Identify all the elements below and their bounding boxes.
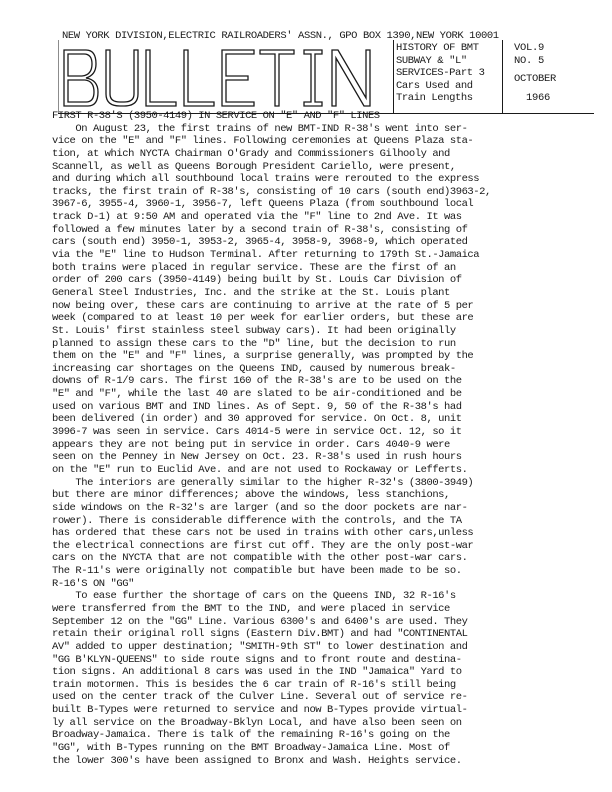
article-body-line: The R-11's were originally not compatible but have been made to be so. xyxy=(52,565,462,578)
article-body-line: tracks, the first train of R-38's, consisting of 10 cars (south end)3963-2, xyxy=(52,185,491,198)
masthead xyxy=(58,40,394,114)
article-body-line: Broadway-Jamaica. There is talk of the remaining R-16's going on the xyxy=(52,729,450,742)
article-body-line: via the "E" line to Hudson Terminal. After returning to 179th St.-Jamaica xyxy=(52,249,480,262)
issue-topic-box xyxy=(396,42,494,105)
article-body-line: St. Louis' first stainless steel subway cars). It had been originally xyxy=(52,324,456,337)
article-body-line: AV" added to upper destination; "SMITH-9th ST" to lower destination and xyxy=(52,640,468,653)
month-label: OCTOBER xyxy=(514,73,557,86)
article-body-line: the electrical connections are first cut off. They are the only post-war xyxy=(52,539,474,552)
article-body-line: week (compared to at least 10 per week for earlier orders, but these are xyxy=(52,312,474,325)
article-body-line: On August 23, the first trains of new BMT-IND R-38's went into ser- xyxy=(52,122,468,135)
article-body-line: on the "E" run to Euclid Ave. and are not used to Rockaway or Lefferts. xyxy=(52,463,468,476)
article-body-line: were transferred from the BMT to the IND, and were placed in service xyxy=(52,602,450,615)
issue-number-box xyxy=(514,42,594,104)
article-body-line: "E" and "F", while the last 40 are slated to be air-conditioned and be xyxy=(52,388,462,401)
article-body-line: them on the "E" and "F" lines, a surprise generally, was prompted by the xyxy=(52,350,474,363)
article-body-line: 3967-6, 3955-4, 3960-1, 3956-7, left Queens Plaza (from southbound local xyxy=(52,198,474,211)
topic-line: SUBWAY & "L" xyxy=(396,54,467,67)
article-body-line: tion signs. An additional 8 cars was used in the IND "Jamaica" Yard to xyxy=(52,666,462,679)
organization-address-line: NEW YORK DIVISION,ELECTRIC RAILROADERS' ASSN., GPO BOX 1390,NEW YORK 10001 xyxy=(62,30,499,42)
article-body xyxy=(52,123,597,768)
topic-line: Cars Used and xyxy=(396,79,473,92)
article-body-line: September 12 on the "GG" Line. Various 6300's and 6400's are used. They xyxy=(52,615,468,628)
article-body-line: ly all service on the Broadway-Bklyn Local, and have also been seen on xyxy=(52,716,462,729)
article-body-line: "GG", with B-Types running on the BMT Broadway-Jamaica Line. Most of xyxy=(52,742,450,755)
topic-line: Train Lengths xyxy=(396,92,473,105)
article-body-line: and during which all southbound local trains were rerouted to the express xyxy=(52,173,480,186)
article-body-line: "GG B'KLYN-QUEENS" to side route signs and to front route and destina- xyxy=(52,653,462,666)
article-body-line: tion, at which NYCTA Chairman O'Grady and Commissioners Gilhooly and xyxy=(52,147,450,160)
article-body-line: used on the center track of the Culver Line. Several out of service re- xyxy=(52,691,468,704)
article-body-line: retain their original roll signs (Eastern Div.BMT) and had "CONTINENTAL xyxy=(52,628,468,641)
article-body-line: The interiors are generally similar to the higher R-32's (3800-3949) xyxy=(52,476,474,489)
article-body-line: 3996-7 was seen in service. Cars 4014-5 were in service Oct. 12, so it xyxy=(52,426,462,439)
article-body-line: the lower 300's have been assigned to Bronx and Wash. Heights service. xyxy=(52,754,462,767)
article-body-line: cars on the NYCTA that are not compatible with the other post-war cars. xyxy=(52,552,468,565)
article-body-line: seen on the Penney in New Jersey on Oct. 23. R-38's used in rush hours xyxy=(52,451,462,464)
article-body-line: but there are minor differences; above the windows, less stanchions, xyxy=(52,489,450,502)
article-body-line: rower). There is considerable difference with the controls, and the TA xyxy=(52,514,462,527)
article-body-line: used on various BMT and IND lines. As of Sept. 9, 50 of the R-38's had xyxy=(52,400,462,413)
article-body-line: both trains were placed in regular service. These are the first of an xyxy=(52,261,456,274)
topic-line: SERVICES-Part 3 xyxy=(396,67,485,80)
article-body-line: General Steel Industries, Inc. and the strike at the St. Louis plant xyxy=(52,286,450,299)
article-body-line: built B-Types were returned to service and now B-Types provide virtual- xyxy=(52,704,468,717)
article-body-line: side windows on the R-32's are larger (and so the door pockets are nar- xyxy=(52,501,468,514)
year-label: 1966 xyxy=(526,91,551,104)
article-body-line: Scannell, as well as Queens Borough President Cariello, were present, xyxy=(52,160,456,173)
article-body-line: To ease further the shortage of cars on the Queens IND, 32 R-16's xyxy=(52,590,456,603)
article-body-line: order of 200 cars (3950-4149) being built by St. Louis Car Division of xyxy=(52,274,462,287)
article-body-line: increasing car shortages on the Queens IND, caused by numerous break- xyxy=(52,362,456,375)
number-label: NO. 5 xyxy=(514,54,545,67)
topic-line: HISTORY OF BMT xyxy=(396,42,479,54)
masthead-wordmark-graphic xyxy=(58,40,394,114)
header-divider xyxy=(502,40,503,114)
article-headline: FIRST R-38'S (3950-4149) IN SERVICE ON "E" AND "F" LINES xyxy=(52,110,380,122)
article-body-line: now being over, these cars are continuing to arrive at the rate of 5 per xyxy=(52,299,474,312)
article-body-line: has ordered that these cars not be used in trains with other cars,unless xyxy=(52,527,474,540)
article-body-line: been delivered (in order) and 30 approved for service. On Oct. 8, unit xyxy=(52,413,462,426)
article-body-line: planned to assign these cars to the "D" line, but the decision to run xyxy=(52,337,456,350)
article-body-line: R-16'S ON "GG" xyxy=(52,577,134,590)
volume-label: VOL.9 xyxy=(514,42,545,54)
article-body-line: train motormen. This is besides the 6 car train of R-16's still being xyxy=(52,678,456,691)
article-body-line: vice on the "E" and "F" lines. Following ceremonies at Queens Plaza sta- xyxy=(52,135,474,148)
article-body-line: appears they are not being put in service in order. Cars 4040-9 were xyxy=(52,438,450,451)
article-body-line: cars (south end) 3950-1, 3953-2, 3965-4, 3958-9, 3968-9, which operated xyxy=(52,236,468,249)
article-body-line: downs of R-1/9 cars. The first 160 of the R-38's are to be used on the xyxy=(52,375,462,388)
article-body-line: followed a few minutes later by a second train of R-38's, consisting of xyxy=(52,223,468,236)
article-body-line: track D-1) at 9:50 AM and operated via the "F" line to 2nd Ave. It was xyxy=(52,211,462,224)
article xyxy=(52,110,597,767)
